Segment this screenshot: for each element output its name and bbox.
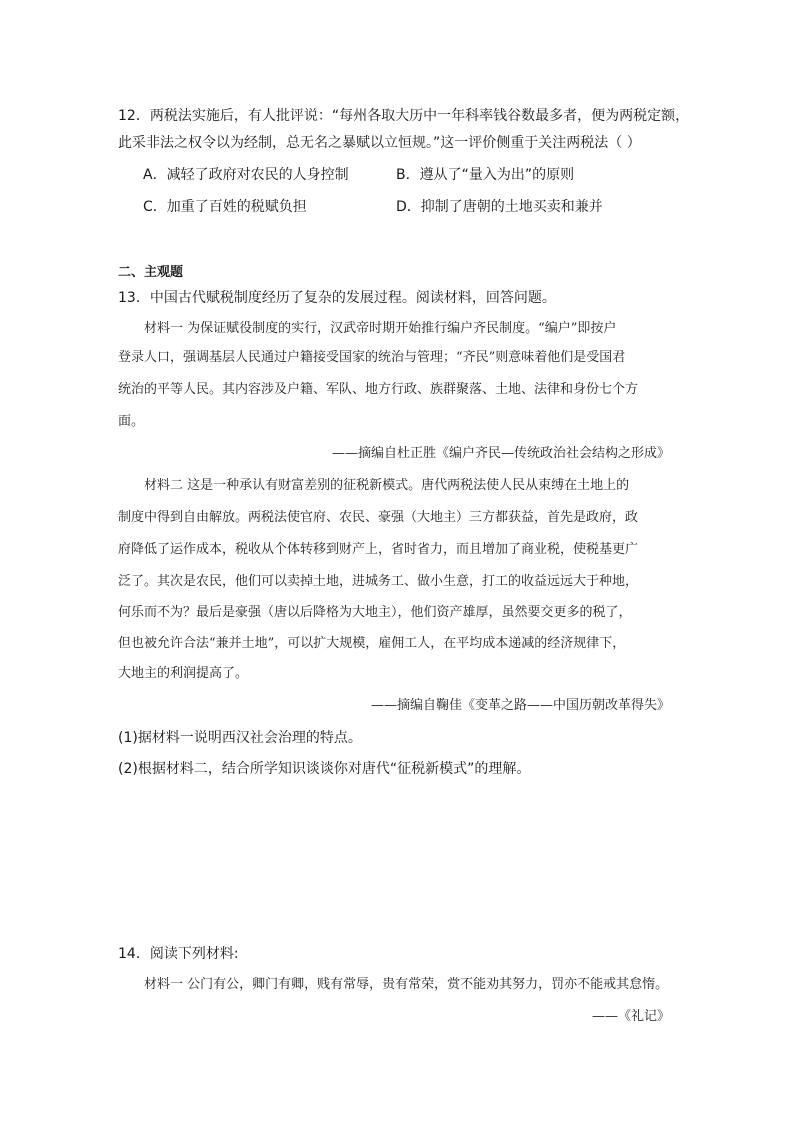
q13-material2-line5: 何乐而不为？最后是豪强（唐以后降格为大地主），他们资产雄厚，虽然要交更多的税了， — [118, 605, 632, 620]
q12-option-d: D．抑制了唐朝的土地买卖和兼并 — [396, 199, 603, 215]
q13-sub1: (1)据材料一说明西汉社会治理的特点。 — [118, 730, 362, 746]
q13-material2-line1: 材料二 这是一种承认有财富差别的征税新模式。唐代两税法使人民从束缚在土地上的 — [144, 478, 630, 493]
q13-material2-line3: 府降低了运作成本，税收从个体转移到财产上，省时省力，而且增加了商业税，使税基更广 — [118, 542, 639, 557]
q12-stem-line2: 此采非法之权令以为经制，总无名之暴赋以立恒规。”这一评价侧重于关注两税法（ ） — [118, 135, 641, 151]
q13-material2-line2: 制度中得到自由解放。两税法使官府、农民、豪强（大地主）三方都获益，首先是政府，政 — [118, 510, 639, 525]
q13-material1-line4: 面。 — [118, 414, 145, 429]
q14-material1: 材料一 公门有公，卿门有卿，贱有常辱，贵有常荣，赏不能劝其努力，罚亦不能戒其怠惰。 — [144, 977, 669, 992]
q13-material1-line1: 材料一 为保证赋役制度的实行，汉武帝时期开始推行编户齐民制度。“编户”即按户 — [144, 321, 617, 336]
q13-material2-line6: 但也被允许合法“兼并土地”，可以扩大规模，雇佣工人，在平均成本递减的经济规律下， — [118, 636, 626, 651]
q13-material2-line7: 大地主的利润提高了。 — [118, 666, 249, 681]
q12-option-b: B．遵从了“量入为出”的原则 — [396, 167, 575, 183]
q13-material1-line3: 统治的平等人民。其内容涉及户籍、军队、地方行政、族群聚落、土地、法律和身份七个方 — [118, 382, 639, 397]
q12-option-a: A．减轻了政府对农民的人身控制 — [143, 167, 349, 183]
q14-stem: 14．阅读下列材料: — [118, 946, 239, 962]
q13-material1-source: ——摘编自杜正胜《编户齐民—传统政治社会结构之形成》 — [331, 446, 670, 461]
q13-material2-line4: 泛了。其次是农民，他们可以卖掉土地，进城务工、做小生意，打工的收益远远大于种地， — [118, 574, 639, 589]
section-title: 二、主观题 — [118, 265, 184, 280]
q13-material1-line2: 登录人口，强调基层人民通过户籍接受国家的统治与管理；“齐民”则意味着他们是受国君 — [118, 350, 626, 365]
q12-stem-line1: 12．两税法实施后，有人批评说：“每州各取大历中一年科率钱谷数最多者，便为两税定额， — [118, 108, 690, 124]
q13-material2-source: ——摘编自鞠佳《变革之路——中国历朝改革得失》 — [370, 698, 670, 713]
q14-material1-source: ——《礼记》 — [591, 1009, 670, 1024]
q12-option-c: C．加重了百姓的税赋负担 — [143, 199, 307, 215]
q13-stem: 13．中国古代赋税制度经历了复杂的发展过程。阅读材料，回答问题。 — [118, 290, 556, 306]
q13-sub2: (2)根据材料二，结合所学知识谈谈你对唐代“征税新模式”的理解。 — [118, 761, 531, 777]
